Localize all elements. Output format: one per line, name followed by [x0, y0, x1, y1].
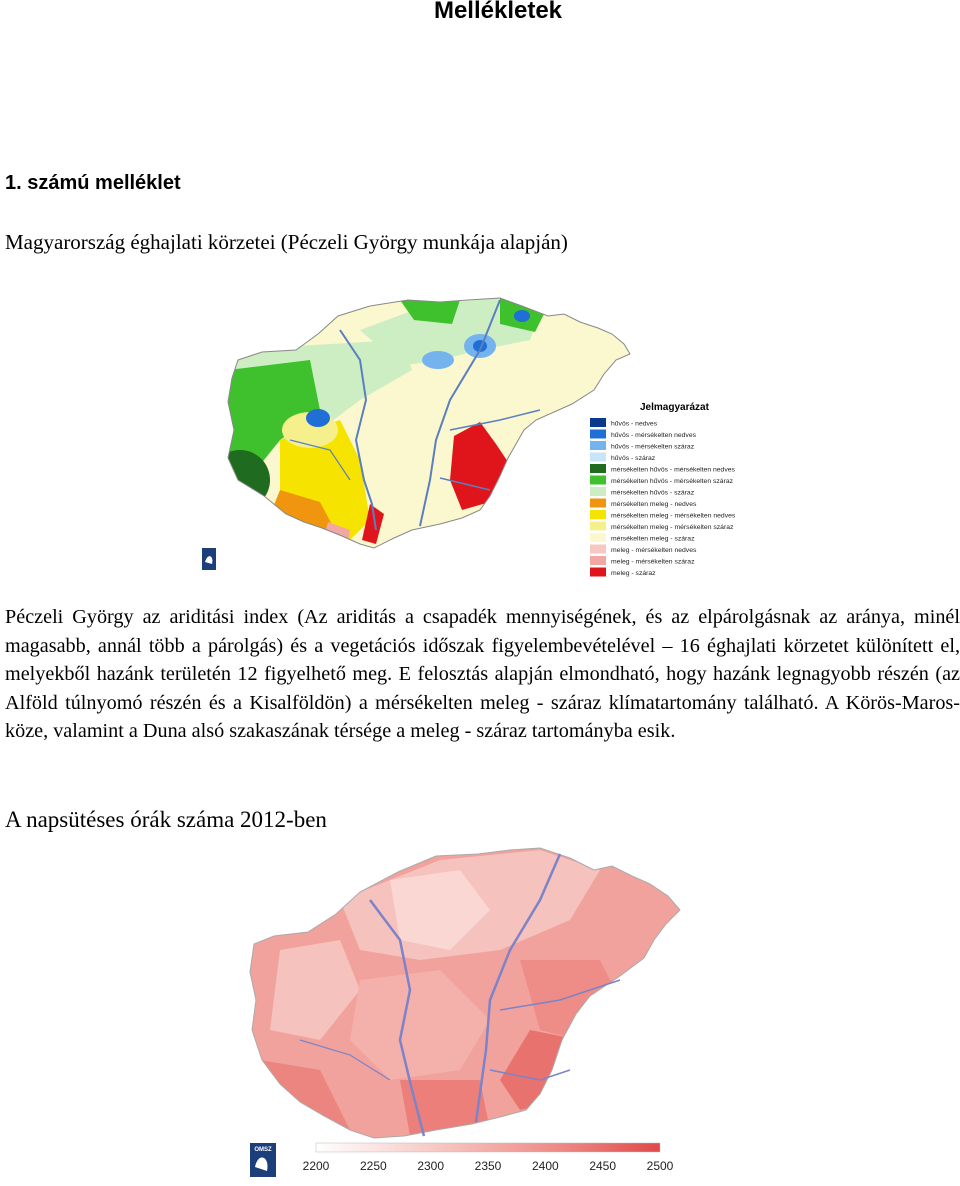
legend-swatch	[590, 430, 606, 439]
page-title: Mellékletek	[433, 0, 563, 24]
legend-swatch	[590, 522, 606, 531]
scale-tick-label: 2350	[474, 1159, 502, 1173]
scale-tick-label: 2250	[359, 1159, 387, 1173]
legend-swatch	[590, 510, 606, 519]
legend-label: mérsékelten meleg - száraz	[611, 535, 695, 543]
legend-label: mérsékelten hűvös - száraz	[611, 489, 695, 497]
legend-swatch	[590, 499, 606, 508]
legend-swatch	[590, 545, 606, 554]
scale-tick-label: 2400	[531, 1159, 559, 1173]
legend-label: mérsékelten meleg - mérsékelten nedves	[611, 512, 736, 520]
legend-swatch	[590, 441, 606, 450]
sunshine-hours-map	[240, 840, 690, 1180]
color-scale-bar	[316, 1143, 660, 1152]
legend-label: hűvös - mérsékelten száraz	[611, 443, 695, 451]
legend-swatch	[590, 533, 606, 542]
legend-label: hűvös - mérsékelten nedves	[611, 432, 697, 439]
body-paragraph: Péczeli György az ariditási index (Az ariditás a csapadék mennyiségének, és az elpárolgásnak az aránya, minél magasabb, annál több a párolgás) és a vegetációs időszak figyelembevételével – 16 éghajlati körzetet különített el, melyekből hazánk területén 12 figyelhető meg. E felosztás alapján elmondható, hogy hazánk legnagyobb részén (az Alföld túlnyomó részén és a Kisalföldön) a mérsékelten meleg - száraz klímatartomány található. A Körös-Maros-köze, valamint a Duna alsó szakaszának térsége a meleg - száraz tartományba esik.	[5, 606, 960, 743]
annex-caption: Magyarország éghajlati körzetei (Péczeli György munkája alapján)	[5, 230, 568, 254]
legend-swatch	[590, 476, 606, 485]
legend-swatch	[590, 464, 606, 473]
legend-label: meleg - száraz	[611, 570, 656, 577]
legend-swatch	[590, 418, 606, 427]
annex-heading: 1. számú melléklet	[5, 172, 181, 194]
legend-title: Jelmagyarázat	[640, 402, 709, 413]
legend-label: mérsékelten hűvös - mérsékelten száraz	[611, 478, 734, 485]
scale-tick-label: 2500	[646, 1159, 674, 1173]
legend-label: mérsékelten meleg - mérsékelten száraz	[611, 524, 734, 531]
scale-tick-label: 2300	[417, 1159, 445, 1173]
legend-label: hűvös - száraz	[611, 455, 656, 462]
legend-label: meleg - mérsékelten száraz	[611, 558, 695, 566]
legend-label: meleg - mérsékelten nedves	[611, 547, 697, 554]
omsz-logo-icon	[250, 1143, 276, 1177]
scale-tick-label: 2200	[302, 1159, 330, 1173]
legend-swatch	[590, 556, 606, 565]
sunshine-caption: A napsütéses órák száma 2012-ben	[5, 807, 327, 832]
legend-label: mérsékelten meleg - nedves	[611, 501, 697, 508]
legend-label: hűvös - nedves	[611, 420, 658, 428]
legend-swatch	[590, 487, 606, 496]
legend-swatch	[590, 453, 606, 462]
legend-swatch	[590, 568, 606, 577]
map-logo-icon	[202, 548, 216, 570]
climate-zones-map	[200, 290, 780, 580]
omsz-logo-text: OMSZ	[254, 1147, 272, 1153]
scale-tick-label: 2450	[589, 1159, 617, 1173]
legend-label: mérsékelten hűvös - mérsékelten nedves	[611, 466, 735, 474]
